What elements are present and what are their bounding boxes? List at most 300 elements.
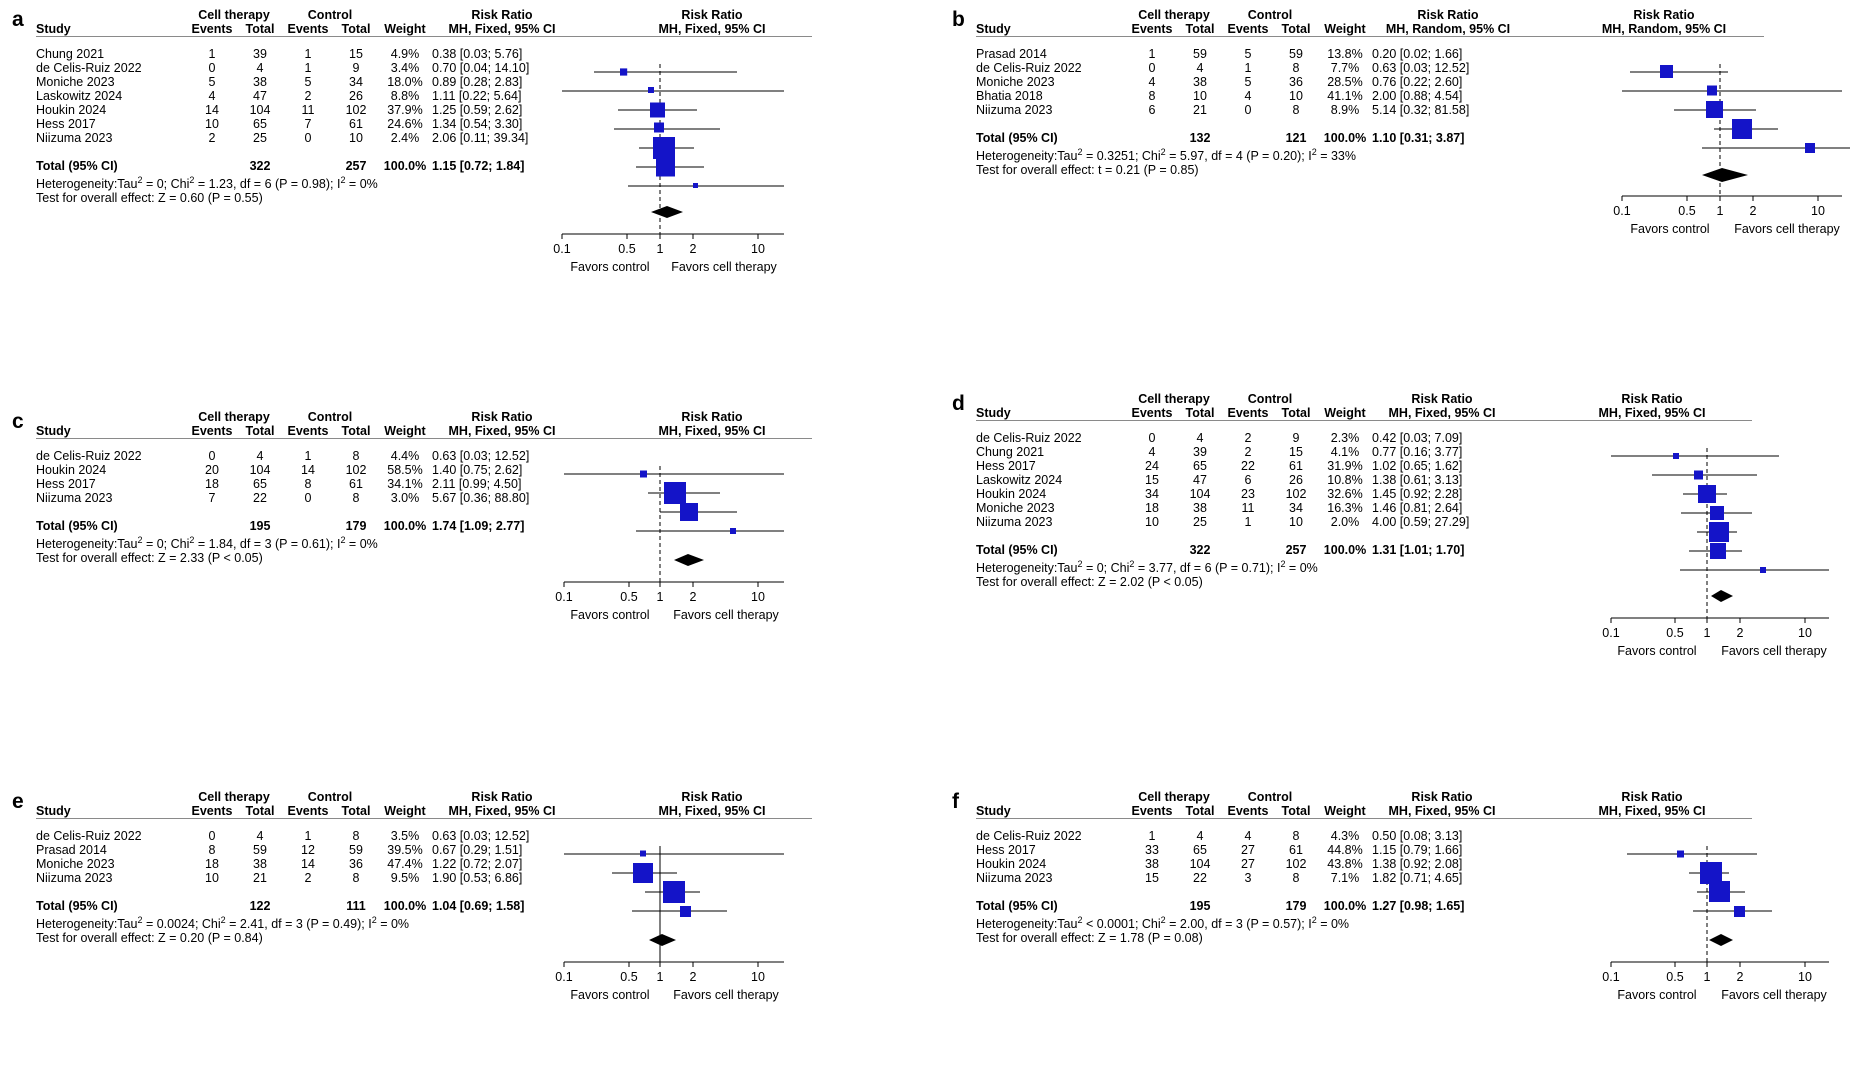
- row-e1: 0: [1148, 61, 1156, 75]
- row-e1: 0: [208, 61, 216, 75]
- row-weight: 31.9%: [1327, 459, 1363, 473]
- row-e1: 20: [205, 463, 219, 477]
- col-events2: Events: [287, 22, 329, 36]
- row-weight: 32.6%: [1327, 487, 1363, 501]
- rr-plot-header: Risk Ratio: [681, 790, 743, 804]
- row-study: Hess 2017: [976, 459, 1036, 473]
- col-model-plot: MH, Random, 95% CI: [1601, 22, 1727, 36]
- row-n1: 47: [253, 89, 267, 103]
- row-n1: 4: [1196, 431, 1204, 445]
- row-e1: 38: [1145, 857, 1159, 871]
- row-n1: 65: [1193, 843, 1207, 857]
- svg-text:Favors cell therapy: Favors cell therapy: [673, 988, 779, 1002]
- col-events2: Events: [1227, 22, 1269, 36]
- total-label: Total (95% CI): [976, 899, 1058, 913]
- total-n2: 179: [1285, 899, 1307, 913]
- overall-effect-text: Test for overall effect: t = 0.21 (P = 0.85): [976, 163, 1199, 178]
- svg-text:2: 2: [689, 242, 697, 256]
- col-total2: Total: [1281, 406, 1311, 420]
- row-e2: 1: [1244, 515, 1252, 529]
- row-study: Bhatia 2018: [976, 89, 1043, 103]
- row-weight: 4.4%: [390, 449, 420, 463]
- heterogeneity-text: Heterogeneity:Tau$^2$ = 0.3251; Chi$^2$ = 5.97, df = 4 (P = 0.20); $I^2 = 33\%$: [976, 147, 1356, 164]
- row-e1: 8: [208, 843, 216, 857]
- row-weight: 37.9%: [387, 103, 423, 117]
- row-n2: 10: [1289, 89, 1303, 103]
- row-weight: 44.8%: [1327, 843, 1363, 857]
- col-study: Study: [976, 22, 1011, 36]
- heterogeneity-text: Heterogeneity:Tau$^2$ < 0.0001; Chi$^2$ = 2.00, df = 3 (P = 0.57); $I^2 = 0\%$: [976, 915, 1350, 932]
- col-model-plot: MH, Fixed, 95% CI: [1598, 804, 1706, 818]
- row-e2: 1: [304, 449, 312, 463]
- svg-text:Favors cell therapy: Favors cell therapy: [671, 260, 777, 274]
- col-model: MH, Fixed, 95% CI: [1388, 804, 1496, 818]
- row-n2: 102: [1285, 857, 1307, 871]
- panel-a-forest-plot: [552, 56, 792, 306]
- row-n1: 10: [1193, 89, 1207, 103]
- col-model: MH, Fixed, 95% CI: [448, 22, 556, 36]
- row-n1: 59: [1193, 47, 1207, 61]
- row-study: Moniche 2023: [36, 857, 115, 871]
- row-e2: 1: [304, 47, 312, 61]
- total-n1: 195: [249, 519, 271, 533]
- row-e1: 18: [1145, 501, 1159, 515]
- group-header-cell: Cell therapy: [198, 790, 270, 804]
- col-total2: Total: [341, 22, 371, 36]
- row-n2: 26: [1289, 473, 1303, 487]
- row-study: de Celis-Ruiz 2022: [36, 829, 142, 843]
- col-total1: Total: [245, 424, 275, 438]
- row-ci: 1.34 [0.54; 3.30]: [432, 117, 523, 131]
- row-weight: 3.4%: [390, 61, 420, 75]
- row-e2: 11: [301, 103, 315, 117]
- row-e2: 27: [1241, 857, 1255, 871]
- total-ci: 1.74 [1.09; 2.77]: [432, 519, 525, 533]
- svg-text:Favors control: Favors control: [570, 608, 650, 622]
- row-weight: 24.6%: [387, 117, 423, 131]
- svg-text:0.5: 0.5: [1666, 626, 1684, 640]
- row-e2: 7: [304, 117, 312, 131]
- col-model: MH, Random, 95% CI: [1385, 22, 1511, 36]
- row-weight: 2.0%: [1330, 515, 1360, 529]
- col-model: MH, Fixed, 95% CI: [448, 424, 556, 438]
- total-weight: 100.0%: [383, 519, 427, 533]
- row-n1: 65: [253, 117, 267, 131]
- row-e1: 15: [1145, 871, 1159, 885]
- row-e2: 1: [304, 61, 312, 75]
- row-n1: 65: [253, 477, 267, 491]
- row-n2: 61: [1289, 843, 1303, 857]
- rr-header: Risk Ratio: [471, 8, 533, 22]
- row-n1: 25: [1193, 515, 1207, 529]
- row-study: Hess 2017: [976, 843, 1036, 857]
- row-n2: 61: [349, 117, 363, 131]
- row-e2: 0: [304, 131, 312, 145]
- row-ci: 0.38 [0.03; 5.76]: [432, 47, 523, 61]
- row-e1: 15: [1145, 473, 1159, 487]
- svg-text:0.5: 0.5: [620, 590, 638, 604]
- row-e1: 2: [208, 131, 216, 145]
- row-weight: 47.4%: [387, 857, 423, 871]
- svg-text:1: 1: [656, 242, 664, 256]
- col-total2: Total: [341, 424, 371, 438]
- row-e2: 0: [304, 491, 312, 505]
- group-header-cell: Cell therapy: [1138, 790, 1210, 804]
- group-header-control: Control: [307, 410, 353, 424]
- col-model-plot: MH, Fixed, 95% CI: [658, 804, 766, 818]
- row-ci: 0.67 [0.29; 1.51]: [432, 843, 523, 857]
- row-e2: 4: [1244, 829, 1252, 843]
- panel-c-forest-plot: [552, 458, 792, 678]
- row-weight: 41.1%: [1327, 89, 1363, 103]
- row-weight: 13.8%: [1327, 47, 1363, 61]
- svg-text:2: 2: [689, 970, 697, 984]
- row-weight: 8.9%: [1330, 103, 1360, 117]
- overall-effect-text: Test for overall effect: Z = 2.02 (P < 0.05): [976, 575, 1203, 590]
- svg-text:1: 1: [656, 970, 664, 984]
- total-n2: 121: [1285, 131, 1307, 145]
- rr-header: Risk Ratio: [471, 410, 533, 424]
- row-weight: 4.1%: [1330, 445, 1360, 459]
- row-ci: 2.11 [0.99; 4.50]: [432, 477, 522, 491]
- col-weight: Weight: [1324, 22, 1366, 36]
- total-weight: 100.0%: [1323, 131, 1367, 145]
- row-n2: 15: [1289, 445, 1303, 459]
- row-study: Hess 2017: [36, 477, 96, 491]
- row-n1: 59: [253, 843, 267, 857]
- row-weight: 3.0%: [390, 491, 420, 505]
- svg-text:Favors cell therapy: Favors cell therapy: [1734, 222, 1840, 236]
- row-ci: 0.77 [0.16; 3.77]: [1372, 445, 1463, 459]
- row-study: Niizuma 2023: [976, 515, 1053, 529]
- svg-text:0.5: 0.5: [620, 970, 638, 984]
- row-n1: 104: [1189, 857, 1211, 871]
- row-e2: 27: [1241, 843, 1255, 857]
- row-n2: 10: [1289, 515, 1303, 529]
- row-ci: 1.38 [0.92; 2.08]: [1372, 857, 1463, 871]
- row-n2: 9: [1292, 431, 1300, 445]
- row-n2: 8: [352, 829, 360, 843]
- col-model-plot: MH, Fixed, 95% CI: [658, 22, 766, 36]
- rr-plot-header: Risk Ratio: [681, 8, 743, 22]
- row-e2: 14: [301, 463, 315, 477]
- row-n2: 59: [349, 843, 363, 857]
- row-weight: 34.1%: [387, 477, 423, 491]
- panel-c-letter: c: [12, 410, 24, 433]
- col-total1: Total: [245, 22, 275, 36]
- row-n2: 102: [345, 463, 367, 477]
- row-ci: 1.82 [0.71; 4.65]: [1372, 871, 1463, 885]
- row-study: Houkin 2024: [36, 103, 107, 117]
- col-events1: Events: [1131, 406, 1173, 420]
- row-n1: 4: [256, 829, 264, 843]
- row-e1: 18: [205, 477, 219, 491]
- row-weight: 7.1%: [1330, 871, 1360, 885]
- rr-header: Risk Ratio: [1417, 8, 1479, 22]
- row-study: de Celis-Ruiz 2022: [36, 61, 142, 75]
- row-n2: 8: [1292, 61, 1300, 75]
- row-e1: 1: [208, 47, 216, 61]
- group-header-cell: Cell therapy: [198, 410, 270, 424]
- row-n1: 39: [253, 47, 267, 61]
- svg-text:10: 10: [751, 242, 765, 256]
- row-e1: 34: [1145, 487, 1159, 501]
- row-e1: 0: [1148, 431, 1156, 445]
- row-e2: 8: [304, 477, 312, 491]
- svg-text:10: 10: [1811, 204, 1825, 218]
- rr-plot-header: Risk Ratio: [1621, 790, 1683, 804]
- row-ci: 1.38 [0.61; 3.13]: [1372, 473, 1463, 487]
- svg-text:2: 2: [689, 590, 697, 604]
- row-study: Laskowitz 2024: [976, 473, 1063, 487]
- row-weight: 18.0%: [387, 75, 423, 89]
- panel-a-letter: a: [12, 8, 24, 31]
- row-n1: 4: [256, 61, 264, 75]
- row-e2: 5: [1244, 75, 1252, 89]
- row-e2: 5: [304, 75, 312, 89]
- row-n1: 38: [1193, 75, 1207, 89]
- group-header-control: Control: [1247, 392, 1293, 406]
- row-study: Houkin 2024: [976, 487, 1047, 501]
- heterogeneity-text: Heterogeneity:Tau$^2$ = 0; Chi$^2$ = 3.77, df = 6 (P = 0.71); $I^2 = 0\%$: [976, 559, 1318, 576]
- svg-text:1: 1: [1703, 970, 1711, 984]
- row-weight: 10.8%: [1327, 473, 1363, 487]
- row-weight: 39.5%: [387, 843, 423, 857]
- svg-text:2: 2: [1736, 626, 1744, 640]
- row-weight: 43.8%: [1327, 857, 1363, 871]
- row-e2: 2: [1244, 431, 1252, 445]
- row-n2: 15: [349, 47, 363, 61]
- row-ci: 0.70 [0.04; 14.10]: [432, 61, 530, 75]
- total-weight: 100.0%: [383, 159, 427, 173]
- row-n2: 8: [352, 871, 360, 885]
- row-ci: 1.02 [0.65; 1.62]: [1372, 459, 1463, 473]
- col-events1: Events: [191, 424, 233, 438]
- overall-effect-text: Test for overall effect: Z = 2.33 (P < 0.05): [36, 551, 263, 566]
- svg-text:0.1: 0.1: [553, 242, 571, 256]
- row-e2: 1: [304, 829, 312, 843]
- col-events1: Events: [191, 804, 233, 818]
- row-n2: 26: [349, 89, 363, 103]
- total-weight: 100.0%: [1323, 899, 1367, 913]
- col-events2: Events: [1227, 804, 1269, 818]
- group-header-control: Control: [1247, 8, 1293, 22]
- total-n1: 322: [1189, 543, 1211, 557]
- row-e1: 8: [1148, 89, 1156, 103]
- rr-header: Risk Ratio: [471, 790, 533, 804]
- row-ci: 2.00 [0.88; 4.54]: [1372, 89, 1463, 103]
- col-study: Study: [36, 804, 71, 818]
- row-e2: 2: [304, 871, 312, 885]
- row-weight: 2.4%: [390, 131, 420, 145]
- group-header-control: Control: [307, 790, 353, 804]
- panel-e-letter: e: [12, 790, 24, 813]
- total-ci: 1.27 [0.98; 1.65]: [1372, 899, 1465, 913]
- row-e1: 4: [1148, 445, 1156, 459]
- svg-text:10: 10: [1798, 626, 1812, 640]
- row-e2: 14: [301, 857, 315, 871]
- row-weight: 7.7%: [1330, 61, 1360, 75]
- row-e1: 14: [205, 103, 219, 117]
- row-weight: 4.9%: [390, 47, 420, 61]
- total-ci: 1.10 [0.31; 3.87]: [1372, 131, 1465, 145]
- row-e2: 5: [1244, 47, 1252, 61]
- row-e1: 0: [208, 829, 216, 843]
- col-total1: Total: [245, 804, 275, 818]
- row-n1: 22: [1193, 871, 1207, 885]
- row-weight: 9.5%: [390, 871, 420, 885]
- row-study: de Celis-Ruiz 2022: [36, 449, 142, 463]
- col-events1: Events: [1131, 804, 1173, 818]
- svg-text:Favors control: Favors control: [570, 988, 650, 1002]
- total-n2: 257: [345, 159, 367, 173]
- col-total1: Total: [1185, 22, 1215, 36]
- total-n1: 195: [1189, 899, 1211, 913]
- row-weight: 3.5%: [390, 829, 420, 843]
- row-study: Laskowitz 2024: [36, 89, 123, 103]
- col-weight: Weight: [1324, 406, 1366, 420]
- row-n1: 25: [253, 131, 267, 145]
- col-study: Study: [976, 406, 1011, 420]
- row-ci: 1.46 [0.81; 2.64]: [1372, 501, 1463, 515]
- row-e1: 1: [1148, 47, 1156, 61]
- svg-text:0.1: 0.1: [1613, 204, 1631, 218]
- row-e2: 23: [1241, 487, 1255, 501]
- row-e1: 1: [1148, 829, 1156, 843]
- row-ci: 1.22 [0.72; 2.07]: [432, 857, 523, 871]
- col-weight: Weight: [384, 424, 426, 438]
- svg-text:0.1: 0.1: [1602, 626, 1620, 640]
- row-n1: 38: [253, 75, 267, 89]
- row-study: Prasad 2014: [36, 843, 107, 857]
- svg-text:Favors control: Favors control: [1630, 222, 1710, 236]
- overall-effect-text: Test for overall effect: Z = 0.60 (P = 0.55): [36, 191, 263, 206]
- svg-text:2: 2: [1749, 204, 1757, 218]
- row-n2: 102: [345, 103, 367, 117]
- total-n2: 111: [346, 899, 366, 913]
- row-e2: 2: [1244, 445, 1252, 459]
- row-n2: 61: [349, 477, 363, 491]
- svg-text:Favors cell therapy: Favors cell therapy: [673, 608, 779, 622]
- row-n2: 36: [1289, 75, 1303, 89]
- row-e2: 22: [1241, 459, 1255, 473]
- total-weight: 100.0%: [383, 899, 427, 913]
- panel-d-forest-plot: [1597, 440, 1847, 690]
- total-label: Total (95% CI): [976, 131, 1058, 145]
- row-ci: 4.00 [0.59; 27.29]: [1372, 515, 1470, 529]
- group-header-cell: Cell therapy: [1138, 8, 1210, 22]
- row-n2: 59: [1289, 47, 1303, 61]
- col-weight: Weight: [384, 22, 426, 36]
- row-n1: 22: [253, 491, 267, 505]
- row-study: Prasad 2014: [976, 47, 1047, 61]
- total-n1: 322: [249, 159, 271, 173]
- panel-b-letter: b: [952, 8, 965, 31]
- row-n2: 36: [349, 857, 363, 871]
- row-e1: 7: [208, 491, 216, 505]
- row-study: Niizuma 2023: [36, 871, 113, 885]
- row-study: Houkin 2024: [36, 463, 107, 477]
- row-n2: 8: [1292, 103, 1300, 117]
- group-header-cell: Cell therapy: [198, 8, 270, 22]
- row-study: Chung 2021: [36, 47, 105, 61]
- total-n2: 257: [1285, 543, 1307, 557]
- panel-e-forest-plot: [552, 838, 792, 1058]
- row-e1: 10: [205, 117, 219, 131]
- svg-text:2: 2: [1736, 970, 1744, 984]
- rr-header: Risk Ratio: [1411, 392, 1473, 406]
- total-weight: 100.0%: [1323, 543, 1367, 557]
- col-study: Study: [36, 424, 71, 438]
- group-header-control: Control: [1247, 790, 1293, 804]
- svg-text:10: 10: [751, 970, 765, 984]
- row-ci: 0.50 [0.08; 3.13]: [1372, 829, 1463, 843]
- row-study: Niizuma 2023: [976, 103, 1053, 117]
- group-header-control: Control: [307, 8, 353, 22]
- row-ci: 0.76 [0.22; 2.60]: [1372, 75, 1463, 89]
- row-weight: 58.5%: [387, 463, 423, 477]
- row-e1: 18: [205, 857, 219, 871]
- total-ci: 1.15 [0.72; 1.84]: [432, 159, 525, 173]
- row-n1: 47: [1193, 473, 1207, 487]
- col-events1: Events: [1131, 22, 1173, 36]
- row-ci: 1.11 [0.22; 5.64]: [432, 89, 522, 103]
- row-e2: 1: [1244, 61, 1252, 75]
- col-model-plot: MH, Fixed, 95% CI: [1598, 406, 1706, 420]
- row-n2: 102: [1285, 487, 1307, 501]
- row-study: Moniche 2023: [36, 75, 115, 89]
- row-weight: 4.3%: [1330, 829, 1360, 843]
- col-events2: Events: [287, 804, 329, 818]
- row-study: Houkin 2024: [976, 857, 1047, 871]
- row-n1: 38: [253, 857, 267, 871]
- col-model: MH, Fixed, 95% CI: [448, 804, 556, 818]
- row-n1: 104: [1189, 487, 1211, 501]
- row-n2: 61: [1289, 459, 1303, 473]
- row-ci: 1.40 [0.75; 2.62]: [432, 463, 523, 477]
- overall-effect-text: Test for overall effect: Z = 1.78 (P = 0.08): [976, 931, 1203, 946]
- rr-header: Risk Ratio: [1411, 790, 1473, 804]
- row-n1: 21: [253, 871, 267, 885]
- row-study: Moniche 2023: [976, 501, 1055, 515]
- rr-plot-header: Risk Ratio: [681, 410, 743, 424]
- svg-text:Favors control: Favors control: [1617, 644, 1697, 658]
- col-study: Study: [36, 22, 71, 36]
- total-label: Total (95% CI): [36, 159, 118, 173]
- row-n1: 65: [1193, 459, 1207, 473]
- row-study: Hess 2017: [36, 117, 96, 131]
- row-e2: 0: [1244, 103, 1252, 117]
- row-ci: 0.63 [0.03; 12.52]: [432, 449, 530, 463]
- svg-text:0.5: 0.5: [1678, 204, 1696, 218]
- row-study: Chung 2021: [976, 445, 1045, 459]
- row-ci: 1.90 [0.53; 6.86]: [432, 871, 523, 885]
- row-ci: 0.89 [0.28; 2.83]: [432, 75, 523, 89]
- svg-text:Favors cell therapy: Favors cell therapy: [1721, 988, 1827, 1002]
- svg-text:0.5: 0.5: [1666, 970, 1684, 984]
- row-e2: 2: [304, 89, 312, 103]
- overall-effect-text: Test for overall effect: Z = 0.20 (P = 0.84): [36, 931, 263, 946]
- row-n1: 21: [1193, 103, 1207, 117]
- row-n1: 104: [249, 463, 271, 477]
- svg-text:0.1: 0.1: [1602, 970, 1620, 984]
- row-ci: 5.67 [0.36; 88.80]: [432, 491, 530, 505]
- svg-text:0.5: 0.5: [618, 242, 636, 256]
- row-n2: 8: [352, 491, 360, 505]
- svg-text:Favors control: Favors control: [1617, 988, 1697, 1002]
- row-n2: 8: [1292, 871, 1300, 885]
- col-total2: Total: [1281, 804, 1311, 818]
